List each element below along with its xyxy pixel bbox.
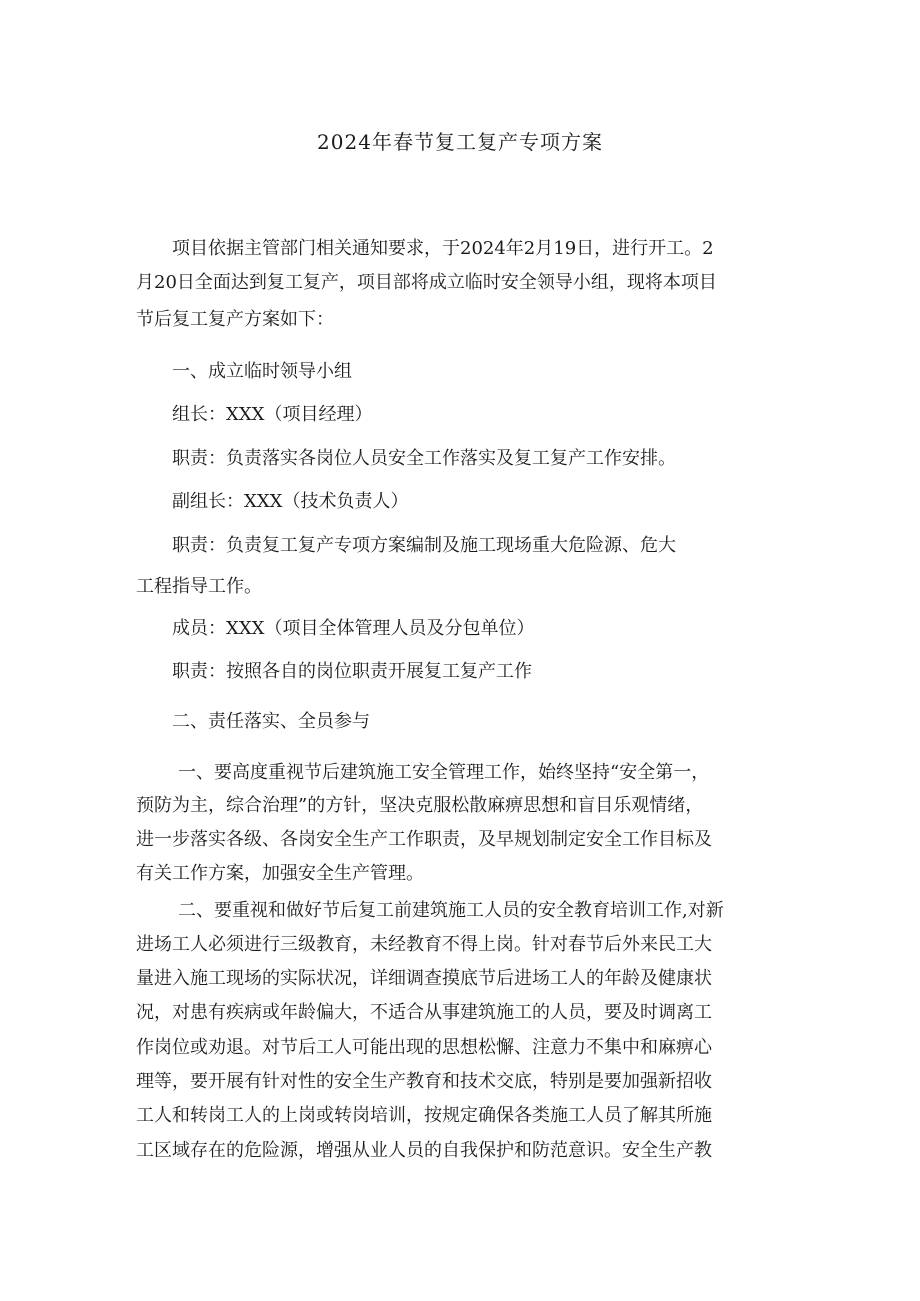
deputy-duty-line-1: 职责：负责复工复产专项方案编制及施工现场重大危险源、危大	[172, 535, 676, 556]
intro-line-3: 节后复工复产方案如下：	[136, 309, 334, 330]
para2-line-5: 作岗位或劝退。对节后工人可能出现的思想松懈、注意力不集中和麻痹心	[136, 1037, 712, 1058]
document-title: 2024年春节复工复产专项方案	[317, 130, 603, 154]
para2-line-6: 理等，要开展有针对性的安全生产教育和技术交底，特别是要加强新招收	[136, 1071, 712, 1092]
leader-duty-line: 职责：负责落实各岗位人员安全工作落实及复工复产工作安排。	[172, 448, 676, 469]
deputy-line: 副组长：XXX（技术负责人）	[172, 491, 409, 512]
para2-line-1: 二、要重视和做好节后复工前建筑施工人员的安全教育培训工作,对新	[178, 900, 724, 921]
para2-line-2: 进场工人必须进行三级教育，未经教育不得上岗。针对春节后外来民工大	[136, 934, 712, 955]
deputy-duty-line-2: 工程指导工作。	[136, 576, 262, 597]
para1-line-4: 有关工作方案，加强安全生产管理。	[136, 863, 424, 884]
para2-line-7: 工人和转岗工人的上岗或转岗培训，按规定确保各类施工人员了解其所施	[136, 1105, 712, 1126]
section2-heading: 二、责任落实、全员参与	[172, 711, 370, 732]
leader-line: 组长：XXX（项目经理）	[172, 404, 373, 425]
para2-line-8: 工区域存在的危险源，增强从业人员的自我保护和防范意识。安全生产教	[136, 1140, 712, 1161]
members-duty-line: 职责：按照各自的岗位职责开展复工复产工作	[172, 661, 532, 682]
para1-line-1: 一、要高度重视节后建筑施工安全管理工作，始终坚持“安全第一，	[178, 762, 710, 783]
section1-heading: 一、成立临时领导小组	[172, 361, 352, 382]
intro-line-2: 月20日全面达到复工复产，项目部将成立临时安全领导小组，现将本项目	[136, 272, 717, 293]
members-line: 成员：XXX（项目全体管理人员及分包单位）	[172, 618, 535, 639]
para2-line-3: 量进入施工现场的实际状况，详细调查摸底节后进场工人的年龄及健康状	[136, 968, 712, 989]
para1-line-3: 进一步落实各级、各岗安全生产工作职责，及早规划制定安全工作目标及	[136, 829, 712, 850]
para1-line-2: 预防为主，综合治理”的方针，坚决克服松散麻痹思想和盲目乐观情绪，	[136, 795, 704, 816]
intro-line-1: 项目依据主管部门相关通知要求，于2024年2月19日，进行开工。2	[172, 238, 714, 259]
para2-line-4: 况，对患有疾病或年龄偏大，不适合从事建筑施工的人员，要及时调离工	[136, 1002, 712, 1023]
